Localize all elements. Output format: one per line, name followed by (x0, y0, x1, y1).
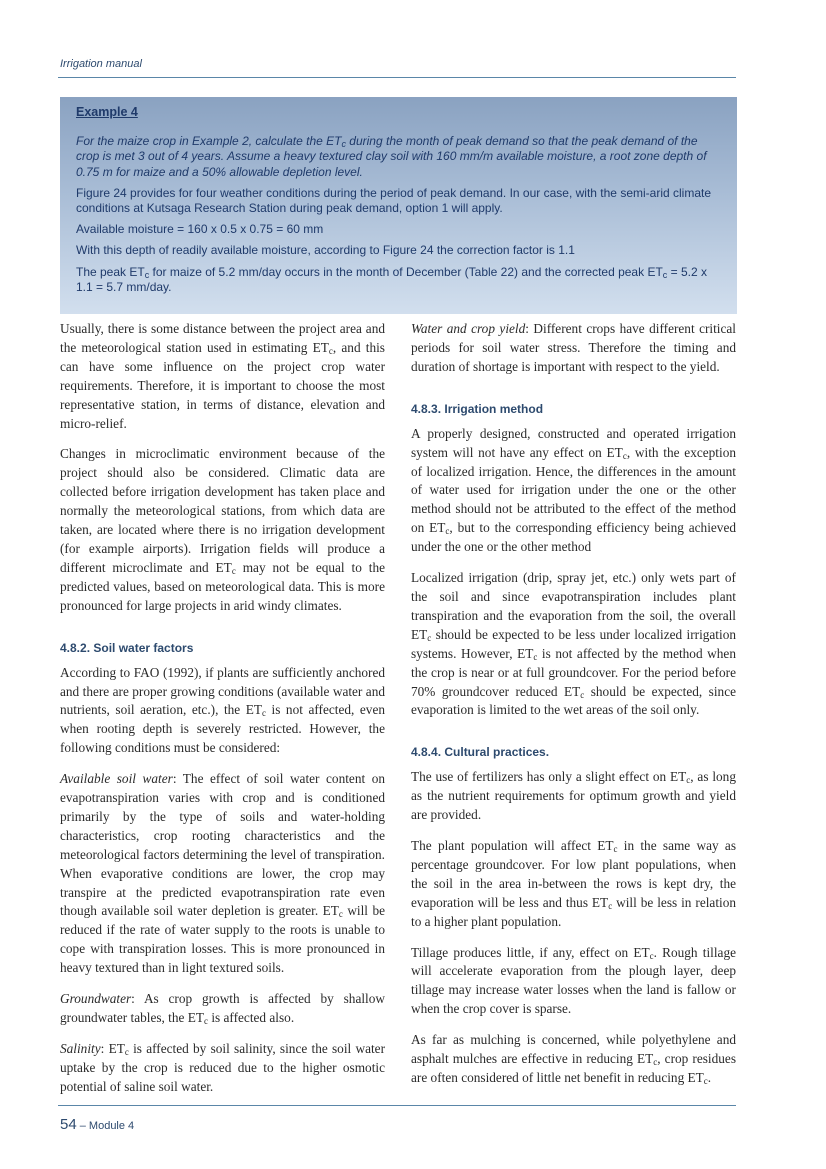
page-number: 54 (60, 1116, 77, 1133)
paragraph: Available soil water: The effect of soil water content on evapotranspiration varies with crop and is conditioned primarily by the type of soils and water-holding characteristics, crop rooting characteristics and the meteorological factors determining the level of transpiration. When evaporative conditions are lower, the crop may transpire at the predicted evapotranspiration rate even though available soil water depletion is greater. $ET_c$ will be reduced if the rate of water supply to the roots is unable to cope with transpiration losses. This is more pronounced in heavy textured than in light textured soils. (60, 771, 385, 976)
example-peak: The peak $ET_c$ for maize of 5.2 mm/day occurs in the month of December (Table 22) and the corrected peak $ET_c = 5.2$ x 1.1 = 5.7 mm/day. (76, 264, 707, 294)
paragraph: Groundwater: As crop growth is affected by shallow groundwater tables, the $ET_c$ is affected also. (60, 991, 385, 1026)
paragraph: Changes in microclimatic environment because of the project should also be considered. Climatic data are collected before irrigation development has taken place and normally the meteorological stations, from which data are taken, are located where there is no irrigation development (for example airports). Irrigation fields will produce a different microclimate and $ET_c$ may not be equal to the predicted values, based on meteorological data. This is more pronounced for large projects in arid windy climates. (60, 446, 385, 613)
right-column (411, 320, 736, 1100)
paragraph: Localized irrigation (drip, spray jet, etc.) only wets part of the soil and since evapotranspiration includes plant transpiration and the evaporation from the soil, the overall $ET_c$ should be expected to be less under localized irrigation systems. However, $ET_c$ is not affected by the method when the crop is near or at full groundcover. For the period before 70% groundcover reduced $ET_c$ should be expected, since evaporation is limited to the wet areas of the soil only. (411, 570, 736, 718)
paragraph: The plant population will affect $ET_c$ in the same way as percentage groundcover. For low plant populations, when the soil in the area in-between the rows is kept dry, the evaporation will be less and thus $ET_c$ will be less in relation to a higher plant population. (411, 838, 737, 929)
paragraph: As far as mulching is concerned, while polyethylene and asphalt mulches are effective in reducing $ET_c$, crop residues are often considered of little net benefit in reducing $ET_c$. (411, 1032, 736, 1086)
section-heading-cultural-practices: 4.8.4. Cultural practices. (411, 745, 550, 760)
example-moisture: Available moisture = 160 x 0.5 x 0.75 = 60 mm (76, 222, 324, 237)
paragraph: Salinity: $ET_c$ is affected by soil salinity, since the soil water uptake by the crop is reduced due to the higher osmotic potential of saline soil water. (60, 1040, 386, 1094)
example-box (60, 97, 737, 314)
example-figure-text: Figure 24 provides for four weather conditions during the period of peak demand. In our case, with the semi-arid climate conditions at Kutsaga Research Station during peak demand, option 1 will apply. (76, 185, 712, 216)
paragraph: A properly designed, constructed and operated irrigation system will not have any effect on $ET_c$, with the exception of localized irrigation. Hence, the differences in the amount of water used for irrigation under the one or the other method should not be attributed to the effect of the method on $ET_c$, but to the corresponding efficiency being achieved under the one or the other method (411, 425, 736, 555)
left-column (60, 320, 385, 1109)
paragraph: According to FAO (1992), if plants are sufficiently anchored and there are proper growing conditions (available water and nutrients, soil aeration, etc.), the $ET_c$ is not affected, even when rooting depth is severely restricted. However, the following conditions must be considered: (60, 664, 385, 756)
example-correction: With this depth of readily available moisture, according to Figure 24 the correction factor is 1.1 (76, 243, 575, 258)
example-task: For the maize crop in Example 2, calculate the $ET_c$ during the month of peak demand so that the peak demand of the crop is met 3 out of 4 years. Assume a heavy textured clay soil with 160 mm/m available moisture, a root zone depth of 0.75 m for maize and a 50% allowable depletion level. (76, 134, 707, 179)
paragraph: Tillage produces little, if any, effect on $ET_c$. Rough tillage will accelerate evaporation from the plough layer, deep tillage may increase water losses when the land is fallow or when the crop cover is sparse. (411, 944, 736, 1017)
section-heading-irrigation-method: 4.8.3. Irrigation method (411, 401, 544, 416)
header-rule (58, 77, 736, 78)
example-title: Example 4 (76, 105, 138, 119)
page-footer (60, 1116, 134, 1134)
paragraph: The use of fertilizers has only a slight effect on $ET_c$, as long as the nutrient requirements for optimum growth and yield are provided. (411, 769, 736, 823)
footer-rule (58, 1105, 736, 1106)
paragraph: Water and crop yield: Different crops have different critical periods for soil water stress. Therefore the timing and duration of shortage is important with respect to the yield. (411, 321, 736, 374)
paragraph: Usually, there is some distance between the project area and the meteorological station used in estimating $ET_c$, and this can have some influence on the project crop water requirements. Therefore, it is important to choose the most representative station, in terms of distance, elevation and micro-relief. (60, 321, 385, 431)
running-header: Irrigation manual (60, 58, 142, 70)
module-label: – Module 4 (76, 1120, 135, 1132)
section-heading-soil-water: 4.8.2. Soil water factors (60, 640, 194, 655)
